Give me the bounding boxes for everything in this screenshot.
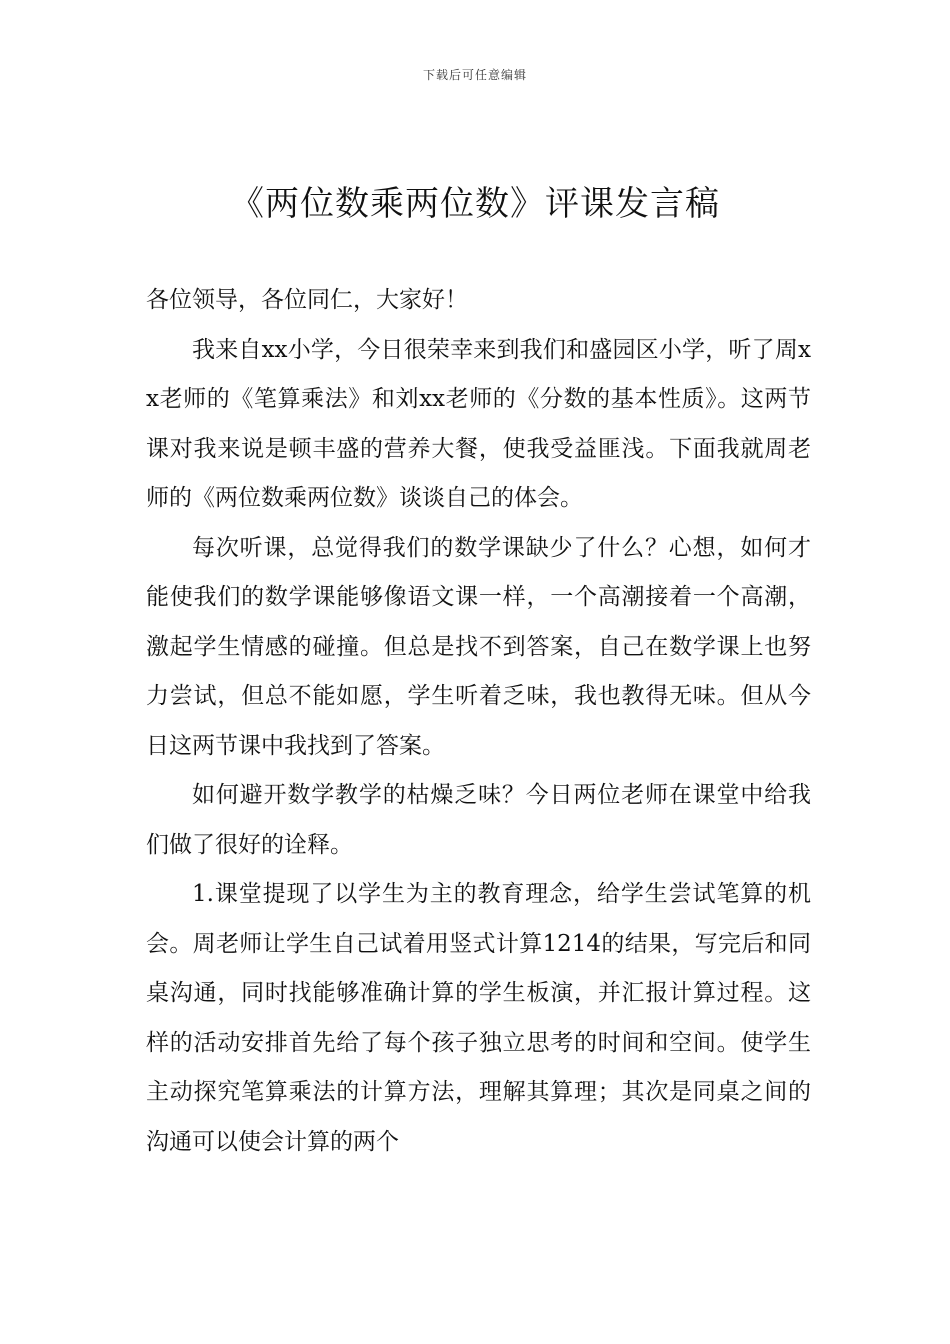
document-title: 《两位数乘两位数》评课发言稿 [230,184,720,224]
paragraph-introduction: 我来自xx小学，今日很荣幸来到我们和盛园区小学，听了周xx老师的《笔算乘法》和刘xx老师的《分数的基本性质》。这两节课对我来说是顿丰盛的营养大餐，使我受益匪浅。下面我就周老师的《两位数乘两位数》谈谈自己的体会。 [146,336,811,511]
document-body [146,276,811,1167]
paragraph-greeting: 各位领导，各位同仁，大家好！ [146,287,468,313]
paragraph-reflection: 每次听课，总觉得我们的数学课缺少了什么？心想，如何才能使我们的数学课能够像语文课一样，一个高潮接着一个高潮，激起学生情感的碰撞。但总是找不到答案，自己在数学课上也努力尝试，但总不能如愿，学生听着乏味，我也教得无味。但从今日这两节课中我找到了答案。 [146,534,811,759]
paragraph-question: 如何避开数学教学的枯燥乏味？今日两位老师在课堂中给我们做了很好的诠释。 [146,782,811,858]
paragraph-point-1: 1.课堂提现了以学生为主的教育理念，给学生尝试笔算的机会。周老师让学生自己试着用竖式计算1214的结果，写完后和同桌沟通，同时找能够准确计算的学生板演，并汇报计算过程。这样的活动安排首先给了每个孩子独立思考的时间和空间。使学生主动探究笔算乘法的计算方法，理解其算理；其次是同桌之间的沟通可以使会计算的两个 [146,881,811,1155]
header-note: 下载后可任意编辑 [422,68,527,82]
